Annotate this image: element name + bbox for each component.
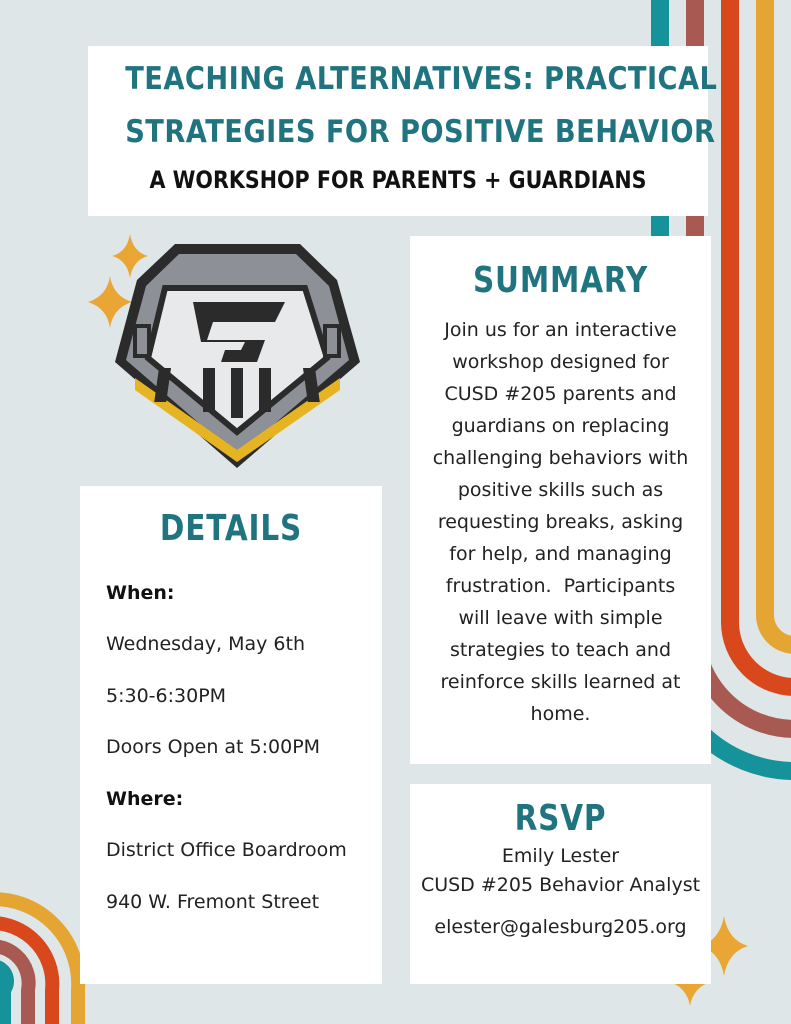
summary-line: challenging behaviors with (432, 447, 689, 469)
summary-line: home. (530, 703, 591, 725)
summary-line: will leave with simple (458, 607, 663, 629)
doors-open-time: Doors Open at 5:00PM (106, 736, 321, 758)
rsvp-panel (410, 784, 711, 984)
summary-line: requesting breaks, asking (437, 511, 684, 533)
where-label: Where: (106, 788, 184, 810)
page-title-line-2: STRATEGIES FOR POSITIVE BEHAVIOR (125, 114, 716, 150)
title-panel (88, 46, 718, 216)
rsvp-contact-name: Emily Lester (501, 845, 620, 867)
school-logo-icon (115, 240, 360, 470)
page-title-line-1: TEACHING ALTERNATIVES: PRACTICAL (125, 61, 718, 97)
event-time: 5:30-6:30PM (106, 685, 227, 707)
rsvp-contact-role: CUSD #205 Behavior Analyst (420, 874, 701, 896)
details-heading: DETAILS (159, 508, 303, 549)
rsvp-email-link[interactable]: elester@galesburg205.org (434, 916, 687, 938)
details-panel (80, 486, 382, 984)
summary-text (426, 314, 695, 730)
summary-line: guardians on replacing (451, 415, 670, 437)
summary-line: strategies to teach and (449, 639, 672, 661)
summary-line: positive skills such as (457, 479, 664, 501)
event-date: Wednesday, May 6th (106, 633, 305, 655)
summary-heading: SUMMARY (472, 260, 649, 301)
summary-line: for help, and managing (449, 543, 672, 565)
when-label: When: (106, 582, 175, 604)
summary-line: Join us for an interactive (444, 319, 677, 341)
page-subtitle: A WORKSHOP FOR PARENTS + GUARDIANS (149, 166, 647, 194)
event-address: 940 W. Fremont Street (106, 891, 320, 913)
event-location: District Office Boardroom (106, 839, 347, 861)
summary-line: workshop designed for (452, 351, 669, 373)
summary-line: CUSD #205 parents and (444, 383, 677, 405)
rsvp-heading: RSVP (514, 798, 607, 839)
summary-panel (410, 236, 711, 764)
summary-line: reinforce skills learned at (440, 671, 681, 693)
summary-line: frustration. Participants (445, 575, 676, 597)
